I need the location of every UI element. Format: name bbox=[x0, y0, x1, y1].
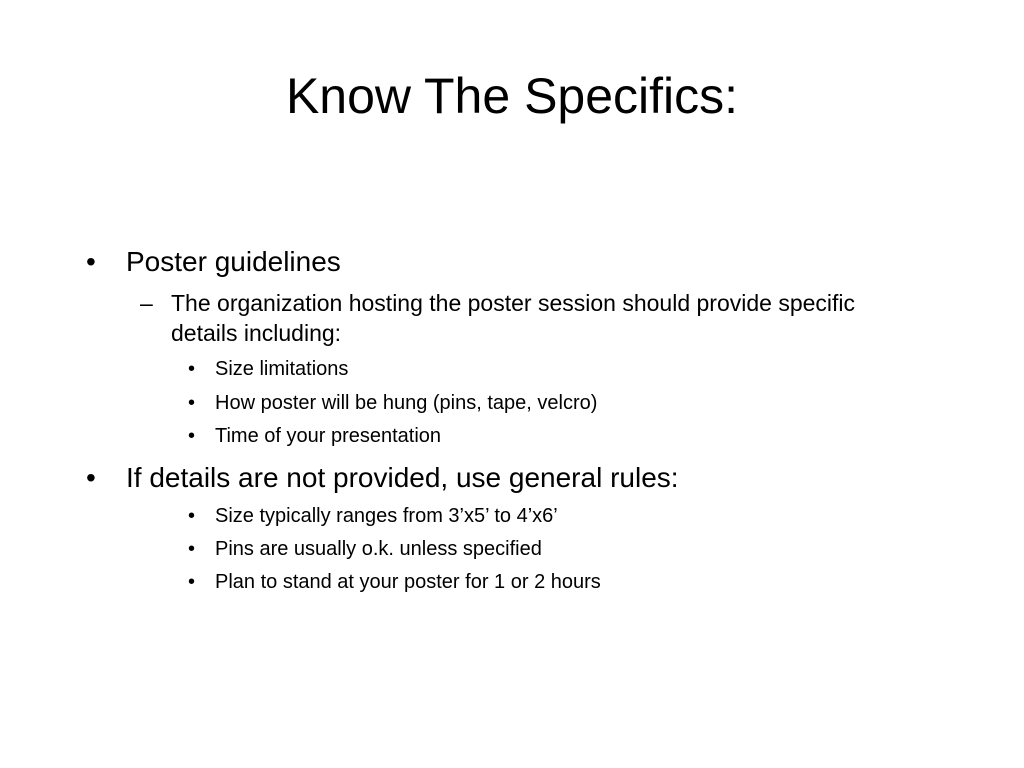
bullet-text: Poster guidelines bbox=[126, 246, 341, 277]
bullet-marker: • bbox=[188, 538, 196, 560]
bullet-marker: • bbox=[86, 246, 96, 277]
bullet-marker: • bbox=[188, 358, 196, 380]
list-item-text: Time of your presentation bbox=[215, 425, 442, 447]
list-item-text: Size limitations bbox=[215, 358, 349, 380]
sub-bullet-text-line1: The organization hosting the poster session should provide specific bbox=[171, 290, 856, 316]
bullet-marker: • bbox=[188, 392, 196, 414]
bullet-text: If details are not provided, use general rules: bbox=[126, 462, 679, 493]
dash-marker: – bbox=[140, 290, 153, 316]
list-item-text: How poster will be hung (pins, tape, velcro) bbox=[215, 392, 598, 414]
bullet-marker: • bbox=[188, 571, 196, 593]
list-item-text: Pins are usually o.k. unless specified bbox=[215, 538, 542, 560]
list-item-text: Plan to stand at your poster for 1 or 2 hours bbox=[215, 571, 601, 593]
slide-title: Know The Specifics: bbox=[285, 68, 739, 124]
sub-bullet-text-line2: details including: bbox=[171, 320, 342, 346]
bullet-marker: • bbox=[188, 505, 196, 527]
bullet-marker: • bbox=[86, 462, 96, 493]
bullet-marker: • bbox=[188, 425, 196, 447]
list-item-text: Size typically ranges from 3’x5’ to 4’x6’ bbox=[215, 505, 558, 527]
